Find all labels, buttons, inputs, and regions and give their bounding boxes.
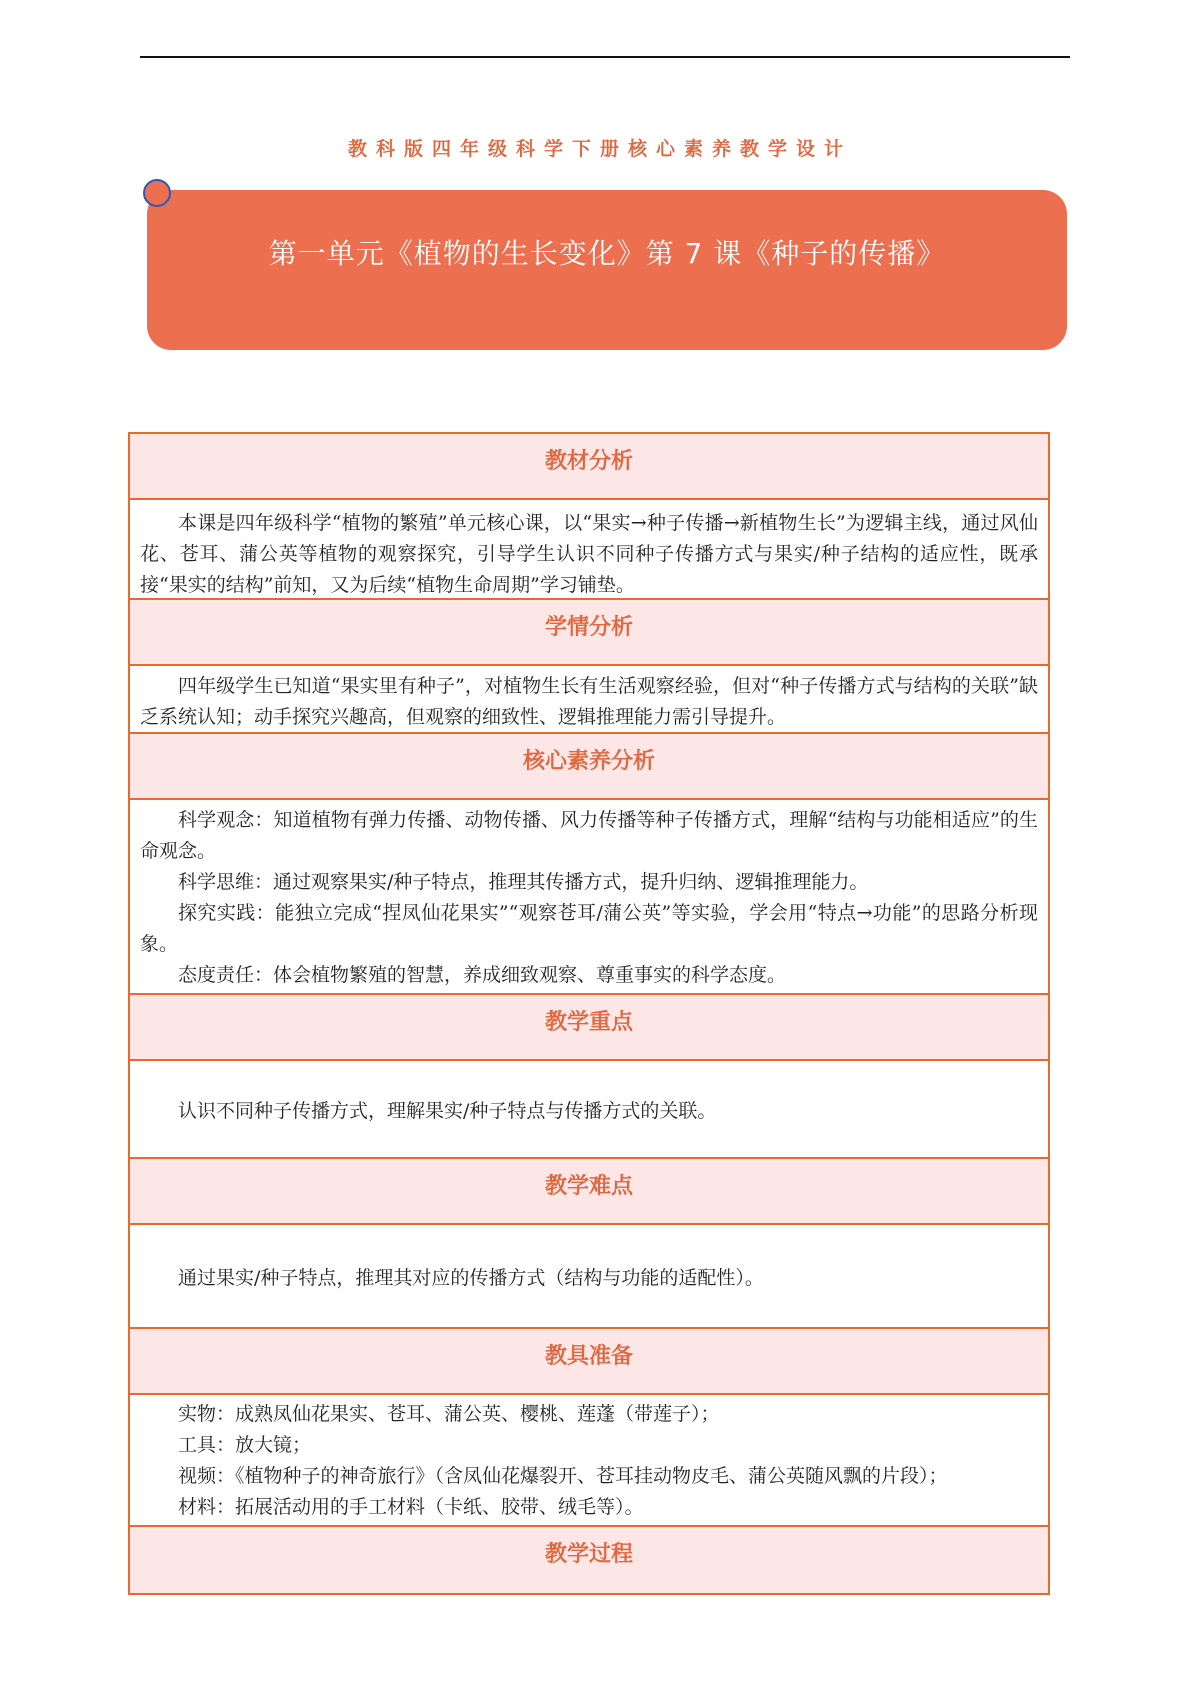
lesson-title: 第一单元《植物的生长变化》第 7 课《种子的传播》 <box>268 237 946 270</box>
lesson-title-banner <box>147 190 1067 350</box>
lesson-plan-table <box>128 432 1050 1595</box>
section-body-teaching-focus <box>130 1061 1048 1159</box>
paragraph: 科学观念：知道植物有弹力传播、动物传播、风力传播等种子传播方式，理解“结构与功能相适应”的生命观念。 <box>140 809 1038 862</box>
paragraph: 本课是四年级科学“植物的繁殖”单元核心课，以“果实→种子传播→新植物生长”为逻辑主线，通过风仙花、苍耳、蒲公英等植物的观察探究，引导学生认识不同种子传播方式与果实/种子结构的适应性，既承接“果实的结构”前知，又为后续“植物生命周期”学习铺垫。 <box>140 512 1038 596</box>
paragraph: 实物：成熟凤仙花果实、苍耳、蒲公英、樱桃、莲蓬（带莲子）； <box>178 1403 720 1425</box>
section-body-core-literacy <box>130 800 1048 995</box>
paragraph: 材料：拓展活动用的手工材料（卡纸、胶带、绒毛等）。 <box>178 1496 644 1518</box>
section-heading-textbook-analysis: 教材分析 <box>130 434 1048 500</box>
paragraph: 态度责任：体会植物繁殖的智慧，养成细致观察、尊重事实的科学态度。 <box>178 964 787 986</box>
paragraph: 工具：放大镜； <box>178 1434 312 1456</box>
section-body-teaching-aids <box>130 1395 1048 1527</box>
section-heading-student-analysis: 学情分析 <box>130 600 1048 666</box>
paragraph: 认识不同种子传播方式，理解果实/种子特点与传播方式的关联。 <box>178 1099 717 1122</box>
header-rule <box>140 56 1070 58</box>
document-header: 教科版四年级科学下册核心素养教学设计 <box>347 138 852 160</box>
section-heading-teaching-difficulty: 教学难点 <box>130 1159 1048 1225</box>
paragraph: 科学思维：通过观察果实/种子特点，推理其传播方式，提升归纳、逻辑推理能力。 <box>178 871 869 893</box>
section-heading-teaching-focus: 教学重点 <box>130 995 1048 1061</box>
section-body-teaching-difficulty <box>130 1225 1048 1329</box>
section-body-student-analysis <box>130 666 1048 734</box>
paragraph: 视频：《植物种子的神奇旅行》（含凤仙花爆裂开、苍耳挂动物皮毛、蒲公英随风飘的片段）； <box>178 1465 948 1487</box>
paragraph: 通过果实/种子特点，推理其对应的传播方式（结构与功能的适配性）。 <box>178 1266 764 1289</box>
section-heading-teaching-process: 教学过程 <box>130 1527 1048 1593</box>
section-heading-core-literacy: 核心素养分析 <box>130 734 1048 800</box>
paragraph: 探究实践：能独立完成“捏凤仙花果实”“观察苍耳/蒲公英”等实验，学会用“特点→功能”的思路分析现象。 <box>140 902 1038 955</box>
section-heading-teaching-aids: 教具准备 <box>130 1329 1048 1395</box>
paragraph: 四年级学生已知道“果实里有种子”，对植物生长有生活观察经验，但对“种子传播方式与结构的关联”缺乏系统认知；动手探究兴趣高，但观察的细致性、逻辑推理能力需引导提升。 <box>140 675 1038 728</box>
section-body-textbook-analysis <box>130 500 1048 600</box>
banner-dot-icon <box>143 179 171 207</box>
